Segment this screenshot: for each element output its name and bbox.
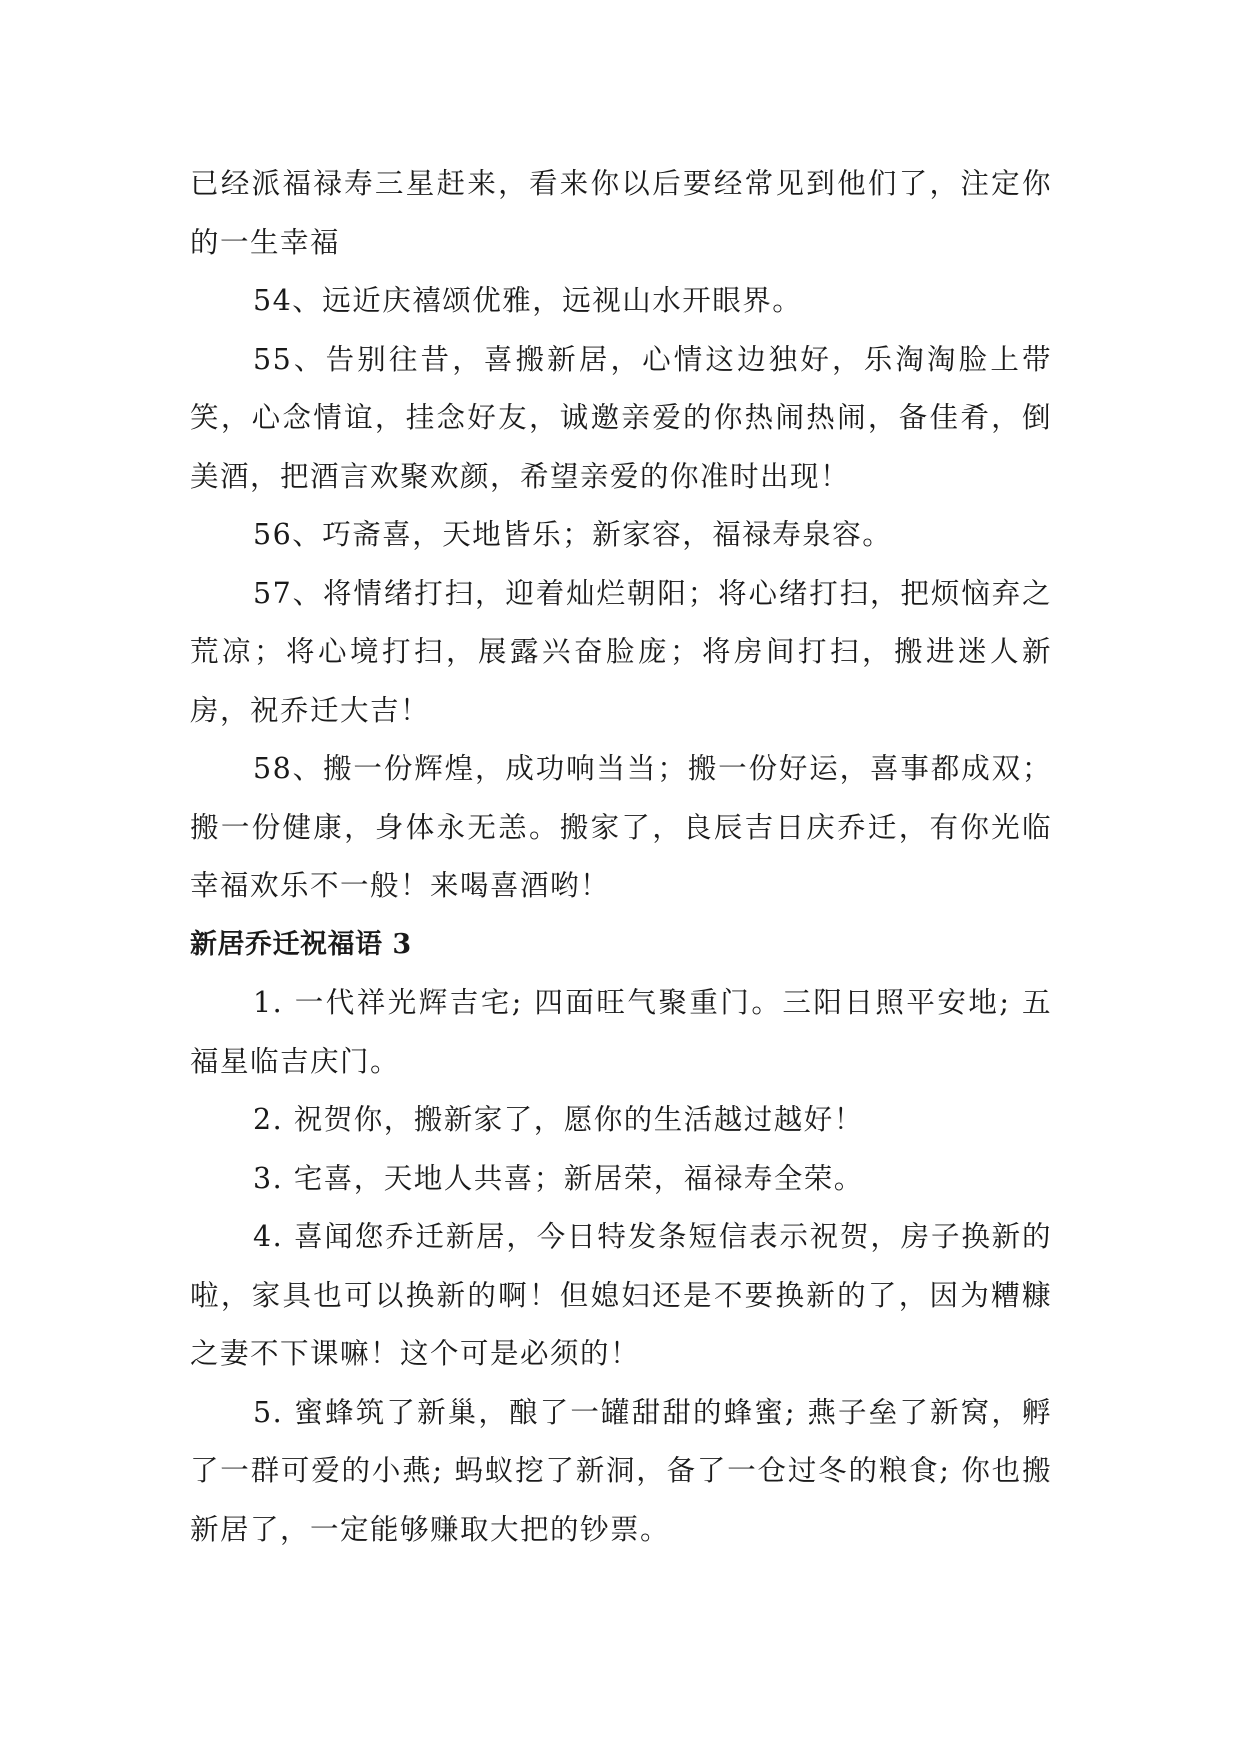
- paragraph-55: 55、告别往昔，喜搬新居，心情这边独好，乐淘淘脸上带笑，心念情谊，挂念好友，诚邀亲爱的你热闹热闹，备佳肴，倒美酒，把酒言欢聚欢颜，希望亲爱的你准时出现！: [190, 342, 1052, 493]
- paragraph-56: 56、巧斋喜，天地皆乐；新家容，福禄寿泉容。: [253, 518, 893, 551]
- paragraph-item-4: 4. 喜闻您乔迁新居，今日特发条短信表示祝贺，房子换新的啦，家具也可以换新的啊！但媳妇还是不要换新的了，因为糟糠之妻不下课嘛！这个可是必须的！: [190, 1220, 1052, 1370]
- paragraph-item-3: 3. 宅喜，天地人共喜；新居荣，福禄寿全荣。: [253, 1161, 864, 1195]
- paragraph-item-2: 2. 祝贺你，搬新家了，愿你的生活越过越好！: [253, 1103, 864, 1136]
- paragraph-58: 58、搬一份辉煌，成功响当当；搬一份好运，喜事都成双；搬一份健康，身体永无恙。搬家了，良辰吉日庆乔迁，有你光临幸福欢乐不一般！来喝喜酒哟！: [190, 752, 1052, 902]
- paragraph-item-1: 1. 一代祥光辉吉宅; 四面旺气聚重门。三阳日照平安地; 五福星临吉庆门。: [190, 986, 1052, 1078]
- paragraph-continuation: 已经派福禄寿三星赶来，看来你以后要经常见到他们了，注定你的一生幸福: [190, 167, 1052, 259]
- section-heading: 新居乔迁祝福语 3: [190, 928, 412, 960]
- document-page: [190, 155, 1052, 1559]
- paragraph-54: 54、远近庆禧颂优雅，远视山水开眼界。: [253, 284, 803, 317]
- paragraph-item-5: 5. 蜜蜂筑了新巢，酿了一罐甜甜的蜂蜜; 燕子垒了新窝，孵了一群可爱的小燕; 蚂蚁挖了新洞，备了一仓过冬的粮食; 你也搬新居了，一定能够赚取大把的钞票。: [190, 1395, 1052, 1546]
- paragraph-57: 57、将情绪打扫，迎着灿烂朝阳；将心绪打扫，把烦恼弃之荒凉；将心境打扫，展露兴奋脸庞；将房间打扫，搬进迷人新房，祝乔迁大吉！: [190, 576, 1052, 727]
